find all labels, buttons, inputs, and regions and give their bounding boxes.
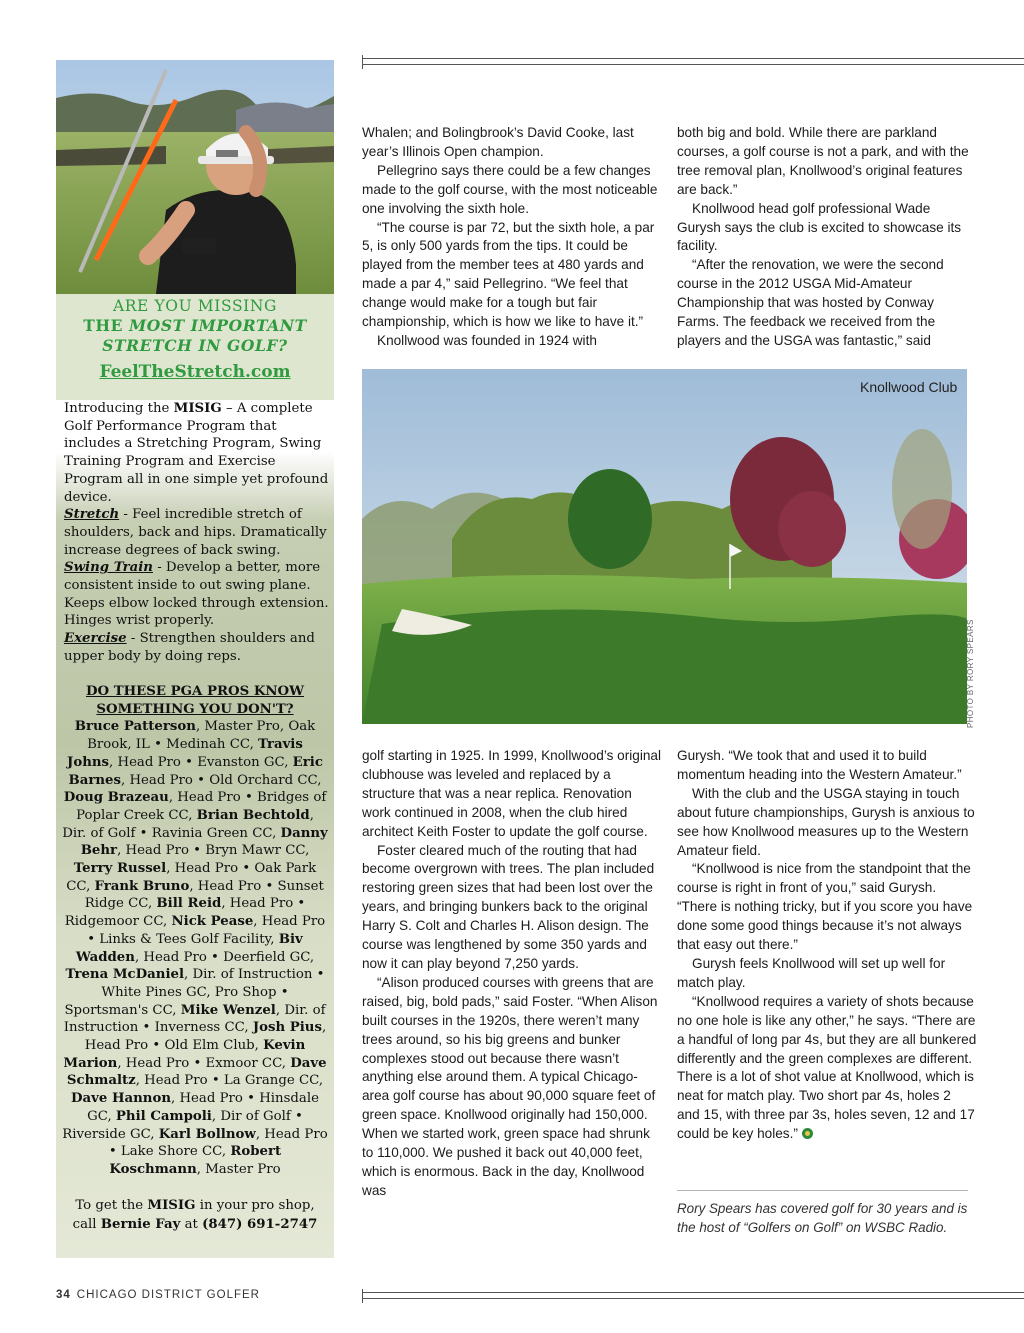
pro-detail: , Head Pro • Links & Tees Golf Facility, <box>87 914 326 947</box>
paragraph: Whalen; and Bolingbrook’s David Cooke, last year’s Illinois Open champion. <box>362 125 634 159</box>
page-number: 34 <box>56 1289 71 1301</box>
paragraph <box>677 993 977 1144</box>
page-footer <box>56 1289 260 1301</box>
paragraph: Gurysh feels Knollwood will set up well for match play. <box>677 955 946 990</box>
ad-cta-line2 <box>62 1215 328 1234</box>
ad-pros-list <box>62 683 328 1179</box>
pro-name: Terry Russel <box>73 861 167 877</box>
article-column-1-top <box>362 124 662 351</box>
ad-cta-name: Bernie Fay <box>100 1217 181 1232</box>
ad-headline-line2 <box>56 316 334 336</box>
pro-detail: , Head Pro • Deerfield GC, <box>134 949 315 965</box>
paragraph: both big and bold. While there are parkland courses, a golf course is not a park, and with the tree removal plan, Knollwood’s original features are back.” <box>677 125 969 197</box>
paragraph: Gurysh. “We took that and used it to build momentum heading into the Western Amateur.” <box>677 748 962 782</box>
ad-pros-header-2: SOMETHING YOU DON'T? <box>96 701 294 717</box>
ad-intro-brand: MISIG <box>173 401 222 416</box>
pro-detail: , Head Pro • Oak Park CC, <box>66 861 317 894</box>
paragraph: Knollwood was founded in 1924 with <box>377 332 597 348</box>
pro-name: Trena McDaniel <box>65 967 185 983</box>
pro-name: Mike Wenzel <box>180 1002 276 1018</box>
top-rule <box>362 55 1024 69</box>
pro-name: Robert Koschmann <box>109 1144 282 1177</box>
bottom-rule <box>362 1289 1024 1303</box>
ad-feature-label: Stretch <box>64 507 120 523</box>
paragraph: Pellegrino says there could be a few changes made to the golf course, with the most noticeable one involving the sixth hole. <box>362 162 658 216</box>
pro-name: Dave Schmaltz <box>66 1055 327 1089</box>
pro-name: Danny Behr <box>80 825 328 859</box>
article-column-2-bottom <box>677 747 977 1144</box>
ad-cta-brand: MISIG <box>147 1198 196 1213</box>
ad-call-to-action <box>62 1196 328 1234</box>
pro-detail: , Head Pro • Sunset Ridge CC, <box>84 878 324 912</box>
pro-detail: , Head Pro • Evanston GC, <box>109 754 293 770</box>
pro-detail: , Head Pro • La Grange CC, <box>135 1073 324 1089</box>
ad-headline-line3 <box>56 336 334 356</box>
paragraph: “After the renovation, we were the second course in the 2012 USGA Mid-Amateur Championship that was hosted by Conway Farms. The feedback we received from the players and the USGA was fantastic,” said <box>677 257 944 348</box>
pro-name: Karl Bollnow <box>158 1126 256 1142</box>
pro-detail: , Head Pro • Lake Shore CC, <box>108 1126 328 1160</box>
pro-name: Biv Wadden <box>75 931 303 965</box>
pro-name: Frank Bruno <box>94 878 190 894</box>
pro-detail: , Head Pro • Old Orchard CC, <box>121 772 322 788</box>
pro-name: Doug Brazeau <box>63 790 169 806</box>
pro-name: Kevin Marion <box>63 1038 306 1071</box>
ad-headline-line2-em: MOST IMPORTANT <box>129 316 307 335</box>
pro-detail: , Dir. of Instruction • Inverness CC, <box>63 1002 326 1036</box>
ad-pros-header-1: DO THESE PGA PROS KNOW <box>85 684 305 699</box>
pro-detail: , Master Pro, Oak Brook, IL • Medinah CC, <box>87 719 316 753</box>
ad-feature-label: Exercise <box>64 631 127 647</box>
paragraph: Knollwood head golf professional Wade Gurysh says the club is excited to showcase its facility. <box>677 200 962 254</box>
publication-name: CHICAGO DISTRICT GOLFER <box>76 1289 260 1301</box>
paragraph: “The course is par 72, but the sixth hole, a par 5, is only 500 yards from the tips. It could be played from the member tees at 480 yards and made a par 4,” said Pellegrino. “We feel that change would make for a tough but fair championship, which is how we like to have it.” <box>362 219 655 330</box>
paragraph: golf starting in 1925. In 1999, Knollwood’s original clubhouse was leveled and replaced by a structure that was a near replica. Renovation work continued in 2008, when the club hired architect Keith Foster to update the golf course. <box>362 748 662 839</box>
ad-headline-line1: ARE YOU MISSING <box>112 297 278 315</box>
pro-detail: , Dir. of Instruction • White Pines GC, Pro Shop • Sportsman's CC, <box>64 967 325 1018</box>
photo-caption: Knollwood Club <box>860 379 958 395</box>
ad-feature-text: - Develop a better, more consistent inside to out swing plane. Keeps elbow locked through extension. Hinges wrist properly. <box>64 560 329 629</box>
pro-detail: , Master Pro <box>196 1161 281 1177</box>
ad-url-link[interactable]: FeelTheStretch.com <box>99 362 291 382</box>
ad-cta-line1 <box>62 1196 328 1215</box>
bio-divider <box>677 1190 968 1191</box>
pro-detail: , Dir of Golf • Riverside GC, <box>62 1108 303 1142</box>
misig-advertisement <box>56 60 334 1258</box>
ad-intro-pre: Introducing the <box>64 401 174 416</box>
ad-headline <box>56 296 334 356</box>
ad-headline-line2-pre: THE <box>83 316 129 335</box>
pro-name: Eric Barnes <box>68 754 323 788</box>
pro-detail: , Head Pro • Hinsdale GC, <box>87 1091 319 1124</box>
ad-cta-phone[interactable]: (847) 691-2747 <box>202 1217 318 1232</box>
paragraph: With the club and the USGA staying in touch about future championships, Gurysh is anxious to see how Knollwood measures up to the Western Amateur field. <box>677 785 975 858</box>
paragraph: “Knollwood is nice from the standpoint that the course is right in front of you,” said Gurysh. “There is nothing tricky, but if you score you have done some good things because it’s not always that easy out there.” <box>677 861 973 953</box>
author-bio: Rory Spears has covered golf for 30 years and is the host of “Golfers on Golf” on WSBC Radio. <box>677 1201 968 1235</box>
knollwood-course-photo <box>362 369 967 724</box>
pro-name: Travis Johns <box>67 737 303 770</box>
ad-intro-post: – A complete Golf Performance Program that includes a Stretching Program, Swing Training Program and Exercise Program all in one simple yet profound device. <box>64 401 329 505</box>
article-column-1-bottom <box>362 747 662 1201</box>
ad-cta-text: To get the <box>75 1198 148 1213</box>
paragraph: “Alison produced courses with greens that are raised, big, bold pads,” said Foster. “When Alison built courses in the 1920s, there weren’t many trees around, so his big greens and bunker complexes stood out because there wasn’t anything else around them. A typical Chicago-area golf course has about 90,000 square feet of green space. Knollwood originally had 150,000. When we started work, green space had shrunk to 110,000. We pushed it back out 40,000 feet, which is enormous. Back in the day, Knollwood was <box>362 974 658 1198</box>
ad-pros-body <box>62 718 328 1178</box>
pro-detail: , Dir. of Golf • Ravinia Green CC, <box>62 807 314 841</box>
ad-cta-text: call <box>72 1217 101 1232</box>
ad-body-copy <box>64 400 330 666</box>
pro-name: Bill Reid <box>156 896 222 912</box>
pro-name: Brian Bechtold <box>196 807 310 823</box>
ad-feature-text: - Feel incredible stretch of shoulders, back and hips. Dramatically increase degrees of back swing. <box>64 507 327 558</box>
paragraph: Foster cleared much of the routing that had become overgrown with trees. The plan included restoring green sizes that had been lost over the years, and bringing bunkers back to the original Harry S. Colt and Charles H. Alison design. The course was lengthened by some 350 yards and now it can play beyond 7,250 yards. <box>362 842 655 971</box>
paragraph-text: “Knollwood requires a variety of shots because no one hole is like any other,” he says. “There are a handful of long par 4s, but they are all bunkered differently and the green complexes are different. There is a lot of shot value at Knollwood, which is neat for match play. Two short par 4s, holes 2 and 15, with three par 3s, holes seven, 12 and 17 could be key holes.” <box>677 993 977 1142</box>
ad-feature-label: Swing Train <box>64 560 153 576</box>
pro-name: Bruce Patterson <box>74 719 196 735</box>
pro-name: Nick Pease <box>171 914 254 930</box>
pro-name: Dave Hannon <box>70 1091 171 1107</box>
end-of-story-icon <box>802 1128 813 1139</box>
pro-detail: , Head Pro • Old Elm Club, <box>84 1020 327 1054</box>
pro-name: Josh Pius <box>252 1020 322 1036</box>
ad-cta-text: at <box>180 1217 203 1232</box>
pro-detail: , Head Pro • Ridgemoor CC, <box>64 896 306 930</box>
ad-feature-text: - Strengthen shoulders and upper body by doing reps. <box>64 631 315 664</box>
ad-headline-line3-em: STRETCH IN GOLF? <box>102 336 288 355</box>
ad-photo-golfer-stretching <box>56 60 334 294</box>
pro-detail: , Head Pro • Bryn Mawr CC, <box>117 843 310 859</box>
ad-cta-text: in your pro shop, <box>195 1198 315 1213</box>
article-column-2-top <box>677 124 977 351</box>
pro-detail: , Head Pro • Bridges of Poplar Creek CC, <box>76 790 327 823</box>
photo-credit: PHOTO BY RORY SPEARS <box>966 619 975 728</box>
pro-name: Phil Campoli <box>115 1108 212 1124</box>
pro-detail: , Head Pro • Exmoor CC, <box>117 1055 291 1071</box>
